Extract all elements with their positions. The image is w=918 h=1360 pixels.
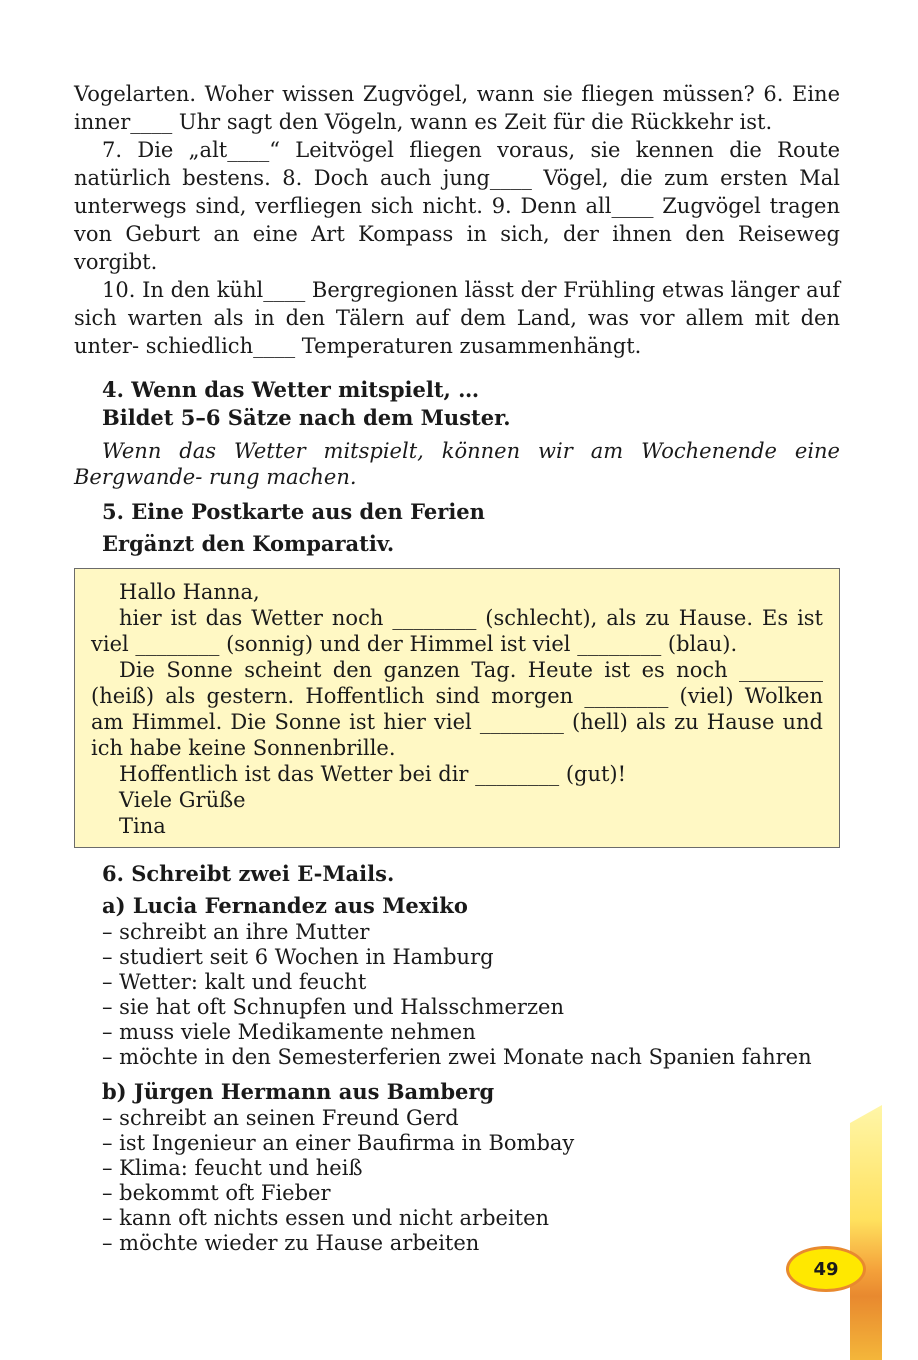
exercise-6b-title: b) Jürgen Hermann aus Bamberg [102, 1079, 495, 1104]
postcard-box [74, 568, 840, 848]
list-item: – schreibt an ihre Mutter [102, 920, 370, 944]
list-item: – Klima: feucht und heiß [102, 1156, 363, 1180]
list-item: – studiert seit 6 Wochen in Hamburg [102, 945, 494, 969]
paragraph-10: 10. In den kühl____ Bergregionen lässt der Frühling etwas länger auf sich warten als in den Tälern auf dem Land, was vor allem mit den unter- schiedlich____ Temperaturen zusammenhängt. [74, 278, 840, 358]
exercise-6-title: 6. Schreibt zwei E-Mails. [102, 861, 395, 886]
exercise-5-task: Ergänzt den Komparativ. [102, 531, 395, 556]
postcard-line-1: hier ist das Wetter noch ________ (schlecht), als zu Hause. Es ist viel ________ (sonnig) und der Himmel ist viel ________ (blau). [91, 606, 823, 656]
page-content [74, 80, 840, 1256]
paragraph-continuation: Vogelarten. Woher wissen Zugvögel, wann sie fliegen müssen? 6. Eine inner____ Uhr sagt den Vögeln, wann es Zeit für die Rückkehr ist. [74, 82, 840, 134]
list-item: – ist Ingenieur an einer Baufirma in Bombay [102, 1131, 575, 1155]
list-item: – möchte in den Semesterferien zwei Monate nach Spanien fahren [102, 1045, 812, 1069]
list-item: – muss viele Medikamente nehmen [102, 1020, 476, 1044]
postcard-greeting: Hallo Hanna, [119, 580, 260, 604]
exercise-6a-title: a) Lucia Fernandez aus Mexiko [102, 893, 468, 918]
exercise-4-title: 4. Wenn das Wetter mitspielt, … [102, 377, 480, 402]
page-number: 49 [813, 1258, 839, 1280]
exercise-6a-list [74, 920, 840, 1070]
exercise-4-task: Bildet 5–6 Sätze nach dem Muster. [102, 405, 511, 430]
postcard-line-3: Hoffentlich ist das Wetter bei dir ________ (gut)! [119, 762, 627, 786]
postcard-closing: Viele Grüße [119, 788, 246, 812]
exercise-6b-list [74, 1106, 840, 1256]
exercise-4-example: Wenn das Wetter mitspielt, können wir am Wochenende eine Bergwande- rung machen. [74, 439, 840, 489]
page-number-badge [786, 1246, 866, 1292]
list-item: – Wetter: kalt und feucht [102, 970, 367, 994]
list-item: – möchte wieder zu Hause arbeiten [102, 1231, 480, 1255]
list-item: – bekommt oft Fieber [102, 1181, 331, 1205]
postcard-line-2: Die Sonne scheint den ganzen Tag. Heute ist es noch ________ (heiß) als gestern. Hoffentlich sind morgen ________ (viel) Wolken am Himmel. Die Sonne ist hier viel ________ (hell) als zu Hause und ich habe keine Sonnenbrille. [91, 658, 823, 760]
list-item: – sie hat oft Schnupfen und Halsschmerzen [102, 995, 564, 1019]
list-item: – kann oft nichts essen und nicht arbeiten [102, 1206, 550, 1230]
decorative-stripe [850, 1105, 882, 1360]
exercise-5-title: 5. Eine Postkarte aus den Ferien [102, 499, 485, 524]
postcard-signature: Tina [119, 814, 166, 838]
paragraph-7: 7. Die „alt____“ Leitvögel fliegen voraus, sie kennen die Route natürlich bestens. 8. Doch auch jung____ Vögel, die zum ersten Mal unterwegs sind, verfliegen sich nicht. 9. Denn all____ Zugvögel tragen von Geburt an eine Art Kompass in sich, der ihnen den Reiseweg vorgibt. [74, 138, 840, 274]
list-item: – schreibt an seinen Freund Gerd [102, 1106, 459, 1130]
